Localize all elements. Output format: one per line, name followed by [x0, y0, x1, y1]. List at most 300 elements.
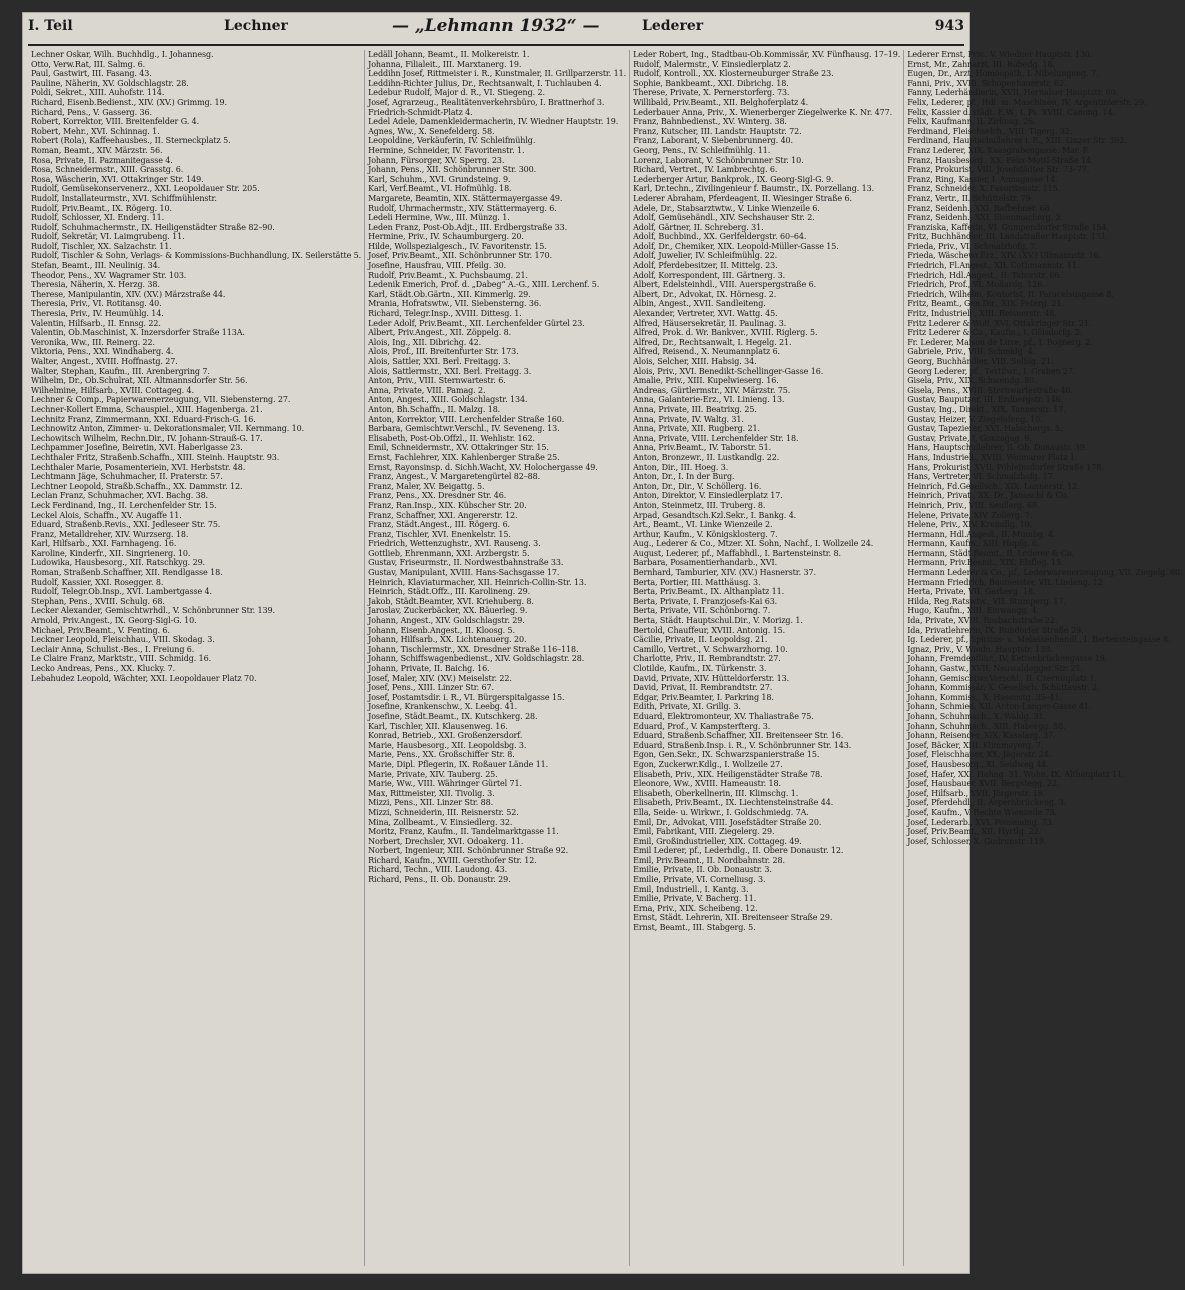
directory-entry: Norbert, Drechsler, XVI. Odoakerg. 11.: [368, 836, 524, 846]
directory-entry: Leck Ferdinand, Ing., II. Lerchenfelder Str. 15.: [31, 500, 217, 510]
directory-entry: Rudolf, Tischler & Sohn, Verlags- & Kommissions-Buchhandlung, IX. Seilerstätte 5.: [31, 251, 362, 261]
directory-entry: Rudolf, Malermstr., V. Einsiedlerplatz 2.: [633, 59, 791, 69]
directory-entry: Marie, Pens., XX. Großschiffer Str. 8.: [368, 750, 515, 760]
directory-entry: Gustav, Heizer, V. Ziegelofeng. 10.: [907, 414, 1043, 424]
directory-entry: Lechnowitz Anton, Zimmer- u. Dekorationsmaler, VII. Kernmang. 10.: [31, 424, 305, 434]
directory-entry: Emil, Industriell., I. Kantg. 3.: [633, 884, 749, 894]
directory-entry: Leclair Anna, Schulist.-Bes., I. Freiung 6.: [31, 644, 195, 654]
directory-entry: Leddihn-Richter Julius, Dr., Rechtsanwalt, I. Tuchlauben 4.: [368, 78, 602, 88]
directory-entry: Rudolf, Priv.Beamt., IX. Rögerg. 10.: [31, 203, 172, 213]
directory-entry: Johann, Eisenb.Angest., II. Kloosg. 5.: [368, 625, 515, 635]
directory-entry: Emilie, Private, II. Ob. Donaustr. 3.: [633, 865, 772, 875]
directory-entry: Lecker Alexander, Gemischtwrhdl., V. Schönbrunner Str. 139.: [31, 606, 275, 616]
directory-entry: Lebahudez Leopold, Wächter, XXI. Leopoldauer Platz 70.: [31, 673, 257, 683]
directory-entry: Franz, Schaffner, XXI. Angererstr. 12.: [368, 510, 518, 520]
directory-entry: Rudolf, Installateurmstr., XVI. Schiffmühlenstr.: [31, 193, 217, 203]
directory-entry: Ludowika, Hausbesorg., XII. Ratschkyg. 29.: [31, 558, 205, 568]
directory-entry: Ledeli Hermine, Ww., III. Münzg. 1.: [368, 213, 510, 223]
directory-entry: Walter, Stephan, Kaufm., III. Arenbergring 7.: [31, 366, 210, 376]
column-4: [904, 50, 1185, 1266]
directory-entry: Edith, Private, XI. Grillg. 3.: [633, 702, 741, 712]
directory-entry: Arthur, Kaufm., V. Königsklosterg. 7.: [633, 529, 778, 539]
page-header: [28, 16, 964, 42]
directory-entry: Franz, Vertr., II. Schüttelstr. 79.: [907, 193, 1034, 203]
directory-entry: Rosa, Wäscherin, XVI. Ottakringer Str. 149.: [31, 174, 204, 184]
directory-entry: Josef, Kaufm., V. Rechte Wienzeile 75.: [907, 807, 1058, 817]
directory-entry: Willibald, Priv.Beamt., XII. Belghoferplatz 4.: [633, 97, 809, 107]
directory-entry: Friedrich, Prof., VI. Mollardg. 126.: [907, 280, 1045, 290]
directory-entry: Charlotte, Priv., II. Rembrandtstr. 27.: [633, 654, 781, 664]
directory-entry: Alois, Sattler, XXI. Berl. Freitagg. 3.: [368, 357, 511, 366]
directory-entry: Franz, Bahnbedienst., XV. Winterg. 38.: [633, 117, 787, 127]
directory-entry: Viktoria, Pens., XXI. Windhaberg. 4.: [31, 347, 174, 357]
directory-entry: Art., Beamt., VI. Linke Wienzeile 2.: [633, 520, 773, 530]
directory-entry: Ledebur Rudolf, Major d. R., VI. Stiegeng. 2.: [368, 88, 545, 98]
directory-entry: Leder Robert, Ing., Stadtbau-Ob.Kommissär, XV. Fünfhausg. 17–19.: [633, 50, 901, 59]
directory-entry: Johann, Gastw., XVII. Neuwaldegger Str. 21.: [907, 664, 1083, 673]
directory-entry: Ernst, Rayonsinsp. d. Sichh.Wacht, XV. Holochergasse 49.: [368, 462, 598, 472]
directory-entry: Rudolf, Gemüsekonservenerz., XXI. Leopoldauer Str. 205.: [31, 184, 260, 194]
directory-entry: Richard, Pens., II. Ob. Donaustr. 29.: [368, 875, 511, 885]
directory-entry: Johann, Tischlermstr., XX. Dresdner Straße 116–118.: [368, 644, 579, 654]
directory-entry: Margarete, Beamtin, XIX. Stättermayergasse 49.: [368, 193, 563, 203]
directory-entry: Alfred, Reisend., X. Neumannplatz 6.: [633, 347, 780, 357]
directory-entry: Frieda, Wäschewr.Erz., XIV. (XV.) Ullmannstr. 16.: [907, 251, 1101, 261]
directory-entry: Fanny, Lederhändlerin, XVII. Hernalser Hauptstr. 60.: [907, 88, 1118, 98]
directory-entry: Berta, Portier, III. Matthäusg. 3.: [633, 577, 761, 587]
directory-entry: Lederer Abraham, Pferdeagent, II. Wiesinger Straße 6.: [633, 193, 852, 203]
directory-entry: Franz, Hausbesorg., XX. Felix-Mottl-Straße 14.: [907, 155, 1094, 165]
directory-entry: Franz, Prokurist, VIII. Josefstädter Str. 73–77.: [907, 165, 1090, 175]
directory-entry: Leckel Alois, Schaffn., XV. Augaffe 11.: [31, 510, 182, 520]
directory-entry: Max, Rittmeister, XII. Tivolig. 3.: [368, 788, 495, 798]
directory-entry: Josef, Agrarzeug., Realitätenverkehrsbüro, I. Brattnerhof 3.: [368, 97, 605, 107]
directory-entry: Franz, Seidenh., XXI. Rafbehner. 68.: [907, 203, 1052, 213]
directory-entry: Georg, Buchhändler, VIII. Selbig. 21.: [907, 357, 1054, 366]
directory-entry: Valentin, Hilfsarb., II. Ennsg. 22.: [31, 318, 161, 328]
directory-entry: Richard, Techn., VIII. Laudong. 43.: [368, 865, 508, 875]
directory-entry: Hilde, Wollspezialgesch., IV. Favoritenstr. 15.: [368, 241, 547, 251]
directory-entry: Albert, Edelsteinhdl., VIII. Auerspergstraße 6.: [633, 280, 817, 290]
page-number: 943: [934, 18, 964, 34]
directory-entry: Arpad, Gesandtsch.Kzl.Sekr., I. Bankg. 4.: [633, 510, 797, 520]
directory-entry: Emil, Dr., Advokat, VIII. Josefstädter Straße 20.: [633, 817, 822, 827]
directory-entry: Johann, Schuhmach., X. Waldg. 31.: [907, 711, 1046, 721]
directory-entry: Gustav, Ing., Direkt., XIX. Tannerstr. 17.: [907, 404, 1066, 414]
directory-entry: Hermine, Schneider, IV. Favoritenstr. 1.: [368, 145, 525, 155]
directory-entry: Josef, Maler, XIV. (XV.) Meiselstr. 22.: [368, 673, 512, 683]
directory-entry: Franz, Kutscher, III. Landstr. Hauptstr. 72.: [633, 126, 802, 136]
directory-entry: Franz, Laborant, V. Siebenbrunnerg. 40.: [633, 136, 793, 146]
directory-entry: Ignaz, Priv., V. Wiedn. Hauptstr. 130.: [907, 644, 1053, 654]
directory-entry: Josef, Hausbauer, XVII. Bergstegg. 22.: [907, 779, 1060, 789]
directory-entry: Eduard, Prof., V. Kampsterfterg. 3.: [633, 721, 771, 731]
directory-entry: Georg, Pens., IV. Schleifmühlg. 11.: [633, 145, 771, 155]
directory-entry: Alois, Prof., III. Breitenfurter Str. 173.: [368, 347, 519, 357]
directory-entry: Mina, Zollbeamt., V. Einsiedlerg. 32.: [368, 817, 513, 827]
directory-entry: Rudolf, Tischler, XX. Salzachstr. 11.: [31, 241, 172, 251]
directory-entry: Hermann, Kaufm., XIII. Hopfg. 6.: [907, 539, 1040, 549]
directory-entry: Eduard, Straßenb.Schaffner, XII. Breitenseer Str. 16.: [633, 731, 844, 741]
directory-entry: Karl, Verf.Beamt., VI. Hofmühlg. 18.: [368, 184, 512, 194]
directory-entry: Johann, Pens., XII. Schönbrunner Str. 300.: [368, 165, 537, 175]
directory-entry: Ledenik Emerich, Prof. d. „Dabeg“ A.-G., XIII. Lerchenf. 5.: [368, 280, 600, 290]
directory-entry: Barbara, Gemischtwr.Verschl., IV. Seveneng. 13.: [368, 424, 560, 434]
directory-entry: Josefine, Krankenschw., X. Leebg. 41.: [368, 702, 518, 712]
directory-entry: Josef, Hilfsarb., XVII. Jörgerstr. 19.: [907, 788, 1046, 798]
directory-entry: Leckner Leopold, Fleischhau., VIII. Skodag. 3.: [31, 635, 215, 645]
directory-entry: Johanna, Filialeit., III. Marxtanerg. 19.: [368, 59, 522, 69]
directory-entry: Franz, Städt.Angest., III. Rögerg. 6.: [368, 520, 510, 530]
last-entry-name: Lederer: [642, 18, 704, 34]
directory-entry: Cäcilie, Private, II. Leopoldsg. 21.: [633, 635, 768, 645]
directory-entry: Fritz Lederer & Wolf, XVI. Ottakringer Str. 21.: [907, 318, 1092, 328]
directory-entry: Johann, Fürsorger, XV. Sperrg. 23.: [368, 155, 505, 165]
directory-entry: Robert, Mehr., XVI. Schinnag. 1.: [31, 126, 160, 136]
directory-entry: Lechner-Kollert Emma, Schauspiel., XIII. Hagenberga. 21.: [31, 404, 263, 414]
directory-entry: Gustav, Bauputzer, III. Erdbergstr. 146.: [907, 395, 1064, 405]
directory-entry: Franz, Seidenh., XXI. Eisenmacherg. 2.: [907, 213, 1063, 223]
directory-entry: Karl, Tischler, XII. Klausenweg. 16.: [368, 721, 508, 731]
directory-entry: David, Privat, II. Rembrandtstr. 27.: [633, 683, 773, 693]
directory-entry: Theresia, Priv., IV. Heumühlg. 14.: [31, 309, 164, 319]
directory-entry: Stephan, Pens., XVIII. Schulg. 68.: [31, 596, 165, 606]
directory-entry: Josef, Postamtsdir. i. R., VI. Bürgerspitalgasse 15.: [368, 692, 565, 702]
directory-entry: Alois, Priv., XVI. Benedikt-Schellinger-Gasse 16.: [633, 366, 824, 376]
directory-entry: Johann, Angest., XIV. Goldschlagstr. 29.: [368, 616, 525, 626]
directory-entry: Berta, Priv.Beamt., IX. Althanplatz 11.: [633, 587, 785, 597]
directory-entry: Alfred, Dr., Rechtsanwalt, I. Hegelg. 21.: [633, 337, 792, 347]
first-entry-name: Lechner: [224, 18, 288, 34]
directory-entry: Karl, Dr.techn., Zivilingenieur f. Baumstr., IX. Porzellang. 13.: [633, 184, 875, 194]
directory-entry: Leopoldine, Verkäuferin, IV. Schleifmühlg.: [368, 136, 536, 146]
directory-entry: Franz, Angest., V. Margaretengürtel 82–88.: [368, 472, 541, 482]
directory-entry: Egon, Gen.Sekr., IX. Schwarzspanierstraße 15.: [633, 750, 820, 760]
directory-entry: Alexander, Vertreter, XVI. Wattg. 45.: [633, 309, 778, 319]
directory-entry: Wilhelmine, Hilfsarb., XVIII. Cottageg. 4.: [31, 385, 194, 395]
directory-entry: Alfred, Häusersekretär, II. Paulinag. 3.: [633, 318, 787, 328]
directory-entry: Hermann, Hdl.Angest., II. Mumbg. 4.: [907, 529, 1056, 539]
directory-entry: Albert, Dr., Advokat, IX. Hörnesg. 2.: [633, 289, 777, 299]
directory-entry: Josef, Bäcker, XIII. Klimmayerg. 7.: [907, 740, 1044, 750]
directory-entry: Ida, Privatlehrerin, IX. Rubdorfer Straße 29.: [907, 625, 1084, 635]
directory-entry: Gisela, Pens., XVIII. Sternwartestraße 40.: [907, 385, 1073, 395]
directory-entry: Elisabeth, Post-Ob.Offzl., II. Wehlistr. 162.: [368, 433, 535, 443]
directory-entry: Richard, Vertret., IV. Lambrechtg. 6.: [633, 165, 778, 175]
directory-entry: Ledäll Johann, Beamt., II. Molkereistr. 1.: [368, 50, 530, 59]
directory-entry: Lechtner Leopold, Straßb.Schaffn., XX. Dammstr. 12.: [31, 481, 243, 491]
directory-entry: Josef, Lederarb., XVI. Possmaing. 73.: [907, 817, 1054, 827]
directory-entry: Hilda, Reg.Ratswtw., VII. Stumperg. 17.: [907, 596, 1066, 606]
directory-entry: Berta, Private, I. Franzjosefs-Kai 63.: [633, 596, 778, 606]
directory-entry: Norbert, Ingenieur, XIII. Schönbrunner Straße 92.: [368, 846, 569, 856]
directory-entry: Lorenz, Laborant, V. Schönbrunner Str. 10.: [633, 155, 804, 165]
directory-entry: Georg Lederer, pf., Textilwr., I. Graben 27.: [907, 366, 1076, 376]
directory-entry: Lechthaler Marie, Posamenteriein, XVI. Herbststr. 48.: [31, 462, 246, 472]
directory-entry: Ernst, Städt. Lehrerin, XII. Breitenseer Straße 29.: [633, 913, 833, 923]
column-2: [365, 50, 630, 1266]
directory-entry: Camillo, Vertret., V. Schwarzhorng. 10.: [633, 644, 788, 654]
directory-entry: Jaroslav, Zuckerbäcker, XX. Bäuerleg. 9.: [368, 606, 528, 616]
directory-entry: Aug., Lederer & Co., Mtzer. XI. Sohn, Nachf., I. Wollzeile 24.: [633, 539, 874, 549]
directory-entry: Marie, Hausbesorg., XII. Leopoldsbg. 3.: [368, 740, 527, 750]
directory-entry: Karl, Schuhm., XVI. Grundsteing. 9.: [368, 174, 511, 184]
directory-entry: Eduard, Straßenb.Revis., XXI. Jedleseer Str. 75.: [31, 520, 221, 530]
directory-entry: Roman, Straßenb.Schaffner, XII. Rendlgasse 18.: [31, 568, 223, 578]
directory-entry: Hans, Industriell., XVIII. Weimarer Platz 1.: [907, 452, 1078, 462]
directory-entry: Adolf, Pferdebesitzer, II. Mittelg. 23.: [633, 261, 778, 271]
directory-entry: Rudolf, Schlosser, XI. Enderg. 11.: [31, 213, 165, 223]
directory-entry: Alois, Sattlermstr., XXI. Berl. Freitagg. 3.: [368, 366, 532, 376]
directory-entry: Heinrich, Klaviaturmacher, XII. Heinrich-Collin-Str. 13.: [368, 577, 587, 587]
directory-entry: Anton, Bh.Schaffn., II. Malzg. 18.: [368, 404, 501, 414]
directory-entry: Josef, Hausbesorg., XI. Seidweg 44.: [907, 759, 1049, 769]
directory-entry: Emil, Priv.Beamt., II. Nordbahnstr. 28.: [633, 855, 785, 865]
directory-entry: Ernst, Beamt., III. Stabgerg. 5.: [633, 923, 756, 933]
directory-entry: Lechtmann Jäge, Schuhmacher, II. Praterstr. 57.: [31, 472, 223, 482]
directory-entry: Lechner & Comp., Papierwarenerzeugung, VII. Siebensterng. 27.: [31, 395, 291, 405]
directory-entry: Albin, Angest., XVII. Sandleiteng.: [633, 299, 766, 309]
directory-entry: Johann, Gemischtwr.Verschl., II. Czerninplatz 1.: [907, 673, 1098, 683]
directory-entry: Anton, Steinmetz, III. Truberg. 8.: [633, 500, 766, 510]
directory-entry: Fr. Lederer, Maison de Luxe, pf., I. Bognerg. 2.: [907, 337, 1093, 347]
directory-entry: Emil, Großindustrieller, XIX. Cottageg. 49.: [633, 836, 802, 846]
directory-entry: Josefine, Hausfrau, VIII. Pfeilg. 30.: [368, 261, 507, 271]
directory-entry: Rudolf, Kassier, XXI. Rosegger. 8.: [31, 577, 164, 587]
directory-entry: Lechpammer Josefine, Beiretin, XVI. Haberlgasse 23.: [31, 443, 243, 453]
directory-entry: Otto, Verw.Rat, III. Salmg. 6.: [31, 59, 146, 69]
directory-entry: Frieda, Priv., VI. Schmalzhofg. 7.: [907, 241, 1038, 251]
directory-entry: Hans, Prokurist, XVII. Pöhleinsdorfer Straße 178.: [907, 462, 1104, 472]
directory-entry: Konrad, Betrieb., XXI. Großenzersdorf.: [368, 731, 523, 741]
directory-entry: Hermann Lederer & Co., pf., Lederwarenerzeugung, VII. Ziegelg. 60.: [907, 568, 1183, 578]
directory-entry: Richard, Eisenb.Bedienst., XIV. (XV.) Grimmg. 19.: [31, 97, 227, 107]
directory-entry: Leder Adolf, Priv.Beamt., XII. Lerchenfelder Gürtel 23.: [368, 318, 585, 328]
directory-entry: Roman, Beamt., XIV. Märzstr. 56.: [31, 145, 163, 155]
directory-entry: Heinrich, Privat., XX. Dr., Janoschi & Co.: [907, 491, 1069, 501]
directory-entry: Lechner Oskar, Wilh. Buchhdlg., I. Johannesg.: [31, 50, 214, 59]
directory-entry: Ida, Private, XVIII. Rosbachstraße 22.: [907, 616, 1058, 626]
directory-entry: Heinrich, Fd.Gesellsch., XIX. Lannerstr. 12.: [907, 481, 1080, 491]
directory-entry: August, Lederer, pf., Maffabhdl., I. Bartensteinstr. 8.: [633, 548, 841, 558]
directory-entry: Rudolf, Uhrmachermstr., XIV. Stättermayerg. 6.: [368, 203, 557, 213]
directory-entry: Helene, Priv., XIV. Kreindlg. 10.: [907, 520, 1033, 530]
directory-entry: Ernst, Fachlehrer, XIX. Kahlenberger Straße 25.: [368, 452, 560, 462]
column-3: [630, 50, 904, 1266]
directory-entry: Adele, Dr., Stabsarztwtw., V. Linke Wienzeile 6.: [633, 203, 820, 213]
directory-entry: Amalie, Priv., XIII. Kupelwieserg. 16.: [633, 376, 779, 386]
directory-entry: Richard, Telegr.Insp., XVIII. Dittesg. 1.: [368, 309, 522, 319]
directory-entry: Anna, Galanterie-Erz., VI. Linieng. 13.: [633, 395, 785, 405]
directory-entry: Hermine, Priv., IV. Schaumburgerg. 20.: [368, 232, 524, 242]
directory-entry: Emilie, Private, V. Bacherg. 11.: [633, 894, 757, 904]
directory-entry: Friedrich, Wettenzughstr., XVI. Rauseng. 3.: [368, 539, 541, 549]
directory-entry: Anton, Dr., Dir., V. Schöllerg. 16.: [633, 481, 762, 491]
directory-entry: Berta, Städt. Hauptschul.Dir., V. Morizg. 1.: [633, 616, 803, 626]
directory-entry: Friedrich-Schmidt-Platz 4.: [368, 107, 473, 117]
directory-entry: Sophie, Bankbeamt., XXI. Dibrichg. 18.: [633, 78, 789, 88]
directory-entry: Johann, Kommissär, X. Gesellsch. Schüttaustr. 2.: [907, 683, 1100, 693]
directory-entry: Rosa, Private, II. Pazmanitegasse 4.: [31, 155, 173, 165]
directory-entry: Rudolf, Sekretär, VI. Laimgrubeng. 11.: [31, 232, 185, 242]
directory-entry: Friedrich, Wilhelm, Kontorist, II. Paracelsusgasse 8.: [907, 289, 1114, 299]
directory-entry: Mrania, Hofratswtw., VII. Siebensterng. 36.: [368, 299, 542, 309]
directory-entry: Karl, Städt.Ob.Gärtn., XII. Kimmerlg. 29.: [368, 289, 531, 299]
directory-entry: Fritz Lederer & Co., Kaufm., I. Gölsdorfg. 2.: [907, 328, 1083, 338]
directory-entry: Lechnitz Franz, Zimmermann, XXI. Eduard-Frisch-G. 16.: [31, 414, 256, 424]
directory-entry: Fanni, Priv., XVIII. Schopenhauerstr. 62.: [907, 78, 1067, 88]
directory-entry: Rudolf, Schuhmachermstr., IX. Heiligenstädter Straße 82–90.: [31, 222, 275, 232]
directory-entry: Anna, Private, VIII. Pamag. 2.: [368, 385, 486, 395]
directory-entry: Friedrich, Hdl.Angest., II. Taborstr. 66.: [907, 270, 1062, 280]
directory-entry: Hans, Hauptschullehrer, II. Ob. Donaustr. 39.: [907, 443, 1088, 453]
directory-entry: Josef, Fleischhauer, XX. Jägerstr. 24.: [907, 750, 1052, 760]
directory-entry: Paul, Gastwirt, III. Fasang. 43.: [31, 69, 152, 79]
directory-entry: Theresia, Näherin, X. Herzg. 38.: [31, 280, 160, 290]
directory-entry: Lederbauer Anna, Priv., X. Wienerberger Ziegelwerke K. Nr. 477.: [633, 107, 893, 117]
directory-entry: Anna, Private, IV. Waltg. 31.: [633, 414, 744, 424]
directory-entry: Pauline, Näherin, XV. Goldschlagstr. 28.: [31, 78, 189, 88]
directory-entry: Friedrich, Fl.Angest., XII. Cothmannstr. 11.: [907, 261, 1080, 271]
directory-entry: Edgar, Priv.Beamter, I. Parkring 18.: [633, 692, 774, 702]
directory-entry: Clotilde, Kaufm., IX. Türkenstr. 3.: [633, 664, 767, 673]
directory-entry: Gustav, Friseurmstr., II. Nordwestbahnstraße 33.: [368, 558, 564, 568]
directory-entry: Lechowitsch Wilhelm, Rechn.Dir., IV. Johann-Strauß-G. 17.: [31, 433, 263, 443]
directory-entry: Adolf, Dr., Chemiker, XIX. Leopold-Müller-Gasse 15.: [633, 241, 839, 251]
directory-entry: Lederer Ernst, Priv., V. Wiedner Hauptstr. 130.: [907, 50, 1093, 59]
directory-entry: Felix, Kaufmann, II. Zirkusg. 26.: [907, 117, 1036, 127]
directory-entry: Elisabeth, Priv., XIX. Heiligenstädter Straße 78.: [633, 769, 823, 779]
directory-entry: Emil, Schneidermstr., XV. Ottakringer Str. 15.: [368, 443, 549, 453]
directory-entry: Alois, Ing., XII. Dibrichg. 42.: [368, 337, 482, 347]
directory-entry: Agnes, Ww., X. Senefelderg. 58.: [368, 126, 495, 136]
directory-entry: Adolf, Juwelier, IV. Schleifmühlg. 22.: [633, 251, 778, 261]
directory-entry: Josef, Schlosser, X. Gudrunstr. 119.: [907, 836, 1047, 846]
directory-entry: Poldi, Sekret., XIII. Auhofstr. 114.: [31, 88, 165, 98]
directory-entry: Rudolf, Kontroll., XX. Klosterneuburger Straße 23.: [633, 69, 834, 79]
directory-page: [22, 12, 1183, 1274]
directory-entry: Jakob, Städt.Beamter, XVI. Kriehuberg. 8.: [368, 596, 534, 606]
directory-entry: Mizzi, Pens., XII. Linzer Str. 88.: [368, 798, 494, 808]
directory-entry: Richard, Kaufm., XVIII. Gersthofer Str. 12.: [368, 855, 537, 865]
directory-entry: Ferdinand, Fleischselch., VIII. Tigerg. 32.: [907, 126, 1073, 136]
directory-entry: Franz, Maler, XV. Beigattg. 5.: [368, 481, 485, 491]
directory-entry: Therese, Manipulantin, XIV. (XV.) Märzstraße 44.: [31, 289, 226, 299]
directory-entry: Felix, Lederer, pf., Hdl. m. Maschinen, IV. Argentinierstr. 29.: [907, 97, 1147, 107]
directory-entry: Franz, Metalldreher, XIV. Wurzserg. 18.: [31, 529, 189, 539]
directory-entry: Franz, Schneider, X. Favoritenstr. 115.: [907, 184, 1060, 194]
directory-entry: Hugo, Kaufm., XIII. Einwangg. 4.: [907, 606, 1039, 616]
directory-entry: Berta, Private, VII. Schönborng. 7.: [633, 606, 771, 616]
directory-entry: Stefan, Beamt., III. Neulinig. 34.: [31, 261, 161, 271]
directory-entry: Leclan Franz, Schuhmacher, XVI. Bachg. 38.: [31, 491, 209, 501]
directory-entry: Anna, Private, XII. Rugberg. 21.: [633, 424, 760, 434]
directory-entry: Gisela, Priv., XIX. Schwendg. 80.: [907, 376, 1037, 386]
directory-entry: Elisabeth, Priv.Beamt., IX. Liechtensteinstraße 44.: [633, 798, 834, 808]
directory-entry: Leden Franz, Post-Ob.Adjt., III. Erdbergstraße 33.: [368, 222, 568, 232]
directory-entry: Wilhelm, Dr., Ob.Schulrat, XII. Altmannsdorfer Str. 56.: [31, 376, 248, 386]
directory-entry: Emil Lederer, pf., Lederhdlg., II. Obere Donaustr. 12.: [633, 846, 844, 856]
directory-entry: Gabriele, Priv., VIII. Schmidg. 4.: [907, 347, 1036, 357]
directory-entry: Andreas, Gürtlermstr., XIV. Märzstr. 75.: [633, 385, 791, 395]
directory-entry: Ella, Seide- u. Wirkwr., I. Goldschmiedg. 7A.: [633, 807, 809, 817]
directory-entry: Eugen, Dr., Arzt, Homöopath, I. Nibelungeng. 7.: [907, 69, 1099, 79]
directory-entry: Fritz, Beamt., Gen.Dir., XIX. Peterg. 21.: [907, 299, 1064, 309]
directory-entry: Erna, Priv., XIX. Scheibeng. 12.: [633, 903, 758, 913]
directory-entry: Hermann, Priv.Beamt., XIX. Elsfleg. 15.: [907, 558, 1064, 568]
directory-entry: Adolf, Gemüsehändl., XIV. Sechshauser Str. 2.: [633, 213, 815, 223]
directory-entry: Eduard, Elektromonteur, XV. Thaliastraße 75.: [633, 711, 814, 721]
directory-entry: Rosa, Schneidermstr., XIII. Grasstg. 6.: [31, 165, 184, 175]
directory-entry: Michael, Priv.Beamt., V. Fenting. 6.: [31, 625, 170, 635]
directory-entry: Emil, Fabrikant, VIII. Ziegelerg. 29.: [633, 827, 775, 837]
directory-entry: Alfred, Prok. d. Wr. Bankver., XVIII. Riglerg. 5.: [633, 328, 818, 338]
column-1: [28, 50, 365, 1266]
directory-entry: Franz, Tischler, XVI. Enenkelstr. 15.: [368, 529, 511, 539]
directory-entry: Karoline, Kinderfr., XII. Singrienerg. 10.: [31, 548, 191, 558]
directory-entry: Anton, Bronzewr., II. Lustkandlg. 22.: [633, 452, 780, 462]
directory-entry: Anton, Dr., I. In der Burg.: [633, 472, 735, 482]
directory-entry: Leddihn Josef, Rittmeister i. R., Kunstmaler, II. Grillparzerstr. 11.: [368, 69, 627, 79]
directory-entry: Alois, Selcher, XIII. Habsig. 34.: [633, 357, 757, 366]
directory-entry: Emilie, Private, VI. Corneliusg. 3.: [633, 875, 766, 885]
directory-entry: Lecko Andreas, Pens., XX. Klucky. 7.: [31, 664, 176, 673]
directory-entry: Ernst, Mr., Zahnarzt, III. Rübedg. 18.: [907, 59, 1055, 69]
directory-entry: Hermann, Städt.Beamt., II. Lederer & Co.: [907, 548, 1074, 558]
directory-entry: Johann, Schmied, XII. Anton-Langer-Gasse 41.: [907, 702, 1092, 712]
directory-entry: Franz, Ring, Kassier, I. Annagasse 14.: [907, 174, 1058, 184]
directory-entry: Lederberger Artur, Bankprok., IX. Georg-Sigl-G. 9.: [633, 174, 834, 184]
columns: [28, 50, 1183, 1266]
directory-entry: Ledel Adele, Damenkleidermacherin, IV. Wiedner Hauptstr. 19.: [368, 117, 619, 127]
directory-entry: Adolf, Buchbind., XX. Gerlfeldergstr. 60–64.: [633, 232, 807, 242]
directory-entry: Moritz, Franz, Kaufm., II. Tandelmarktgasse 11.: [368, 827, 559, 837]
directory-entry: Rudolf, Telegr.Ob.Insp., XVI. Lambertgasse 4.: [31, 587, 212, 597]
directory-entry: Marie, Dipl. Pflegerin, IX. Roßauer Lände 11.: [368, 759, 549, 769]
directory-entry: Veronika, Ww., III. Reinerg. 22.: [31, 337, 155, 347]
directory-entry: Anton, Priv., VIII. Sternwartestr. 6.: [368, 376, 506, 386]
directory-entry: Helene, Private, XIV. Zollerg. 7.: [907, 510, 1033, 520]
header-rule: [28, 44, 964, 46]
directory-entry: Albert, Priv.Angest., XII. Zöppelg. 8.: [368, 328, 512, 338]
directory-entry: Franz, Pens., XX. Dresdner Str. 46.: [368, 491, 507, 501]
directory-entry: Mizzi, Schneiderin, III. Reisnerstr. 52.: [368, 807, 519, 817]
directory-entry: Marie, Ww., VIII. Währinger Gürtel 71.: [368, 779, 522, 789]
directory-entry: Johann, Schiffswagenbedienst., XIV. Goldschlagstr. 28.: [368, 654, 585, 664]
directory-entry: Richard, Pens., V. Gasserg. 36.: [31, 107, 152, 117]
directory-entry: Anton, Angest., XIII. Goldschlagstr. 134.: [368, 395, 528, 405]
directory-entry: Ferdinand, Hauptschullehrer i. R., XIII. Linzer Str. 392.: [907, 136, 1127, 146]
directory-entry: Valentin, Ob.Maschinist, X. Inzersdorfer Straße 113A.: [31, 328, 245, 338]
directory-entry: Karl, Hilfsarb., XXI. Farnhageng. 16.: [31, 539, 177, 549]
directory-entry: Anton, Dir., III. Hoeg. 3.: [633, 462, 729, 472]
directory-entry: Johann, Private, II. Baichg. 16.: [368, 664, 490, 673]
directory-entry: Franz Lederer, XIX. Kaasgrabengasse. Mar. F.: [907, 145, 1090, 155]
directory-entry: Ig. Lederer, pf., Spiritus- u. Melassenhandl., I. Bartensteingasse 8.: [907, 635, 1171, 645]
directory-entry: Anna, Private, III. Beatrixg. 25.: [633, 404, 757, 414]
directory-entry: Hans, Vertreter, VI. Schmalzhofg. 17.: [907, 472, 1056, 482]
directory-entry: Robert (Rola), Kaffeehausbes., II. Sterneckplatz 5.: [31, 136, 231, 146]
directory-entry: Egon, Zuckerwr.Kdlg., I. Wollzeile 27.: [633, 759, 783, 769]
directory-entry: Theodor, Pens., XV. Wagramer Str. 103.: [31, 270, 187, 280]
directory-entry: Eduard, Straßenb.Insp. i. R., V. Schönbrunner Str. 143.: [633, 740, 852, 750]
directory-entry: Arnold, Priv.Angest., IX. Georg-Sigl-G. 10.: [31, 616, 197, 626]
directory-entry: Gottlieb, Ehrenmann, XXI. Arzbergstr. 5.: [368, 548, 530, 558]
directory-entry: Josefine, Städt.Beamt., IX. Kutschkerg. 28.: [368, 711, 538, 721]
directory-entry: Hermann Friedrich, Baumeister, VII. Lindeng. 12.: [907, 577, 1105, 587]
directory-entry: Fritz, Industriell., XIII. Reisnerstr. 48.: [907, 309, 1057, 319]
directory-entry: Adolf, Gärtner, II. Schreberg. 31.: [633, 222, 764, 232]
